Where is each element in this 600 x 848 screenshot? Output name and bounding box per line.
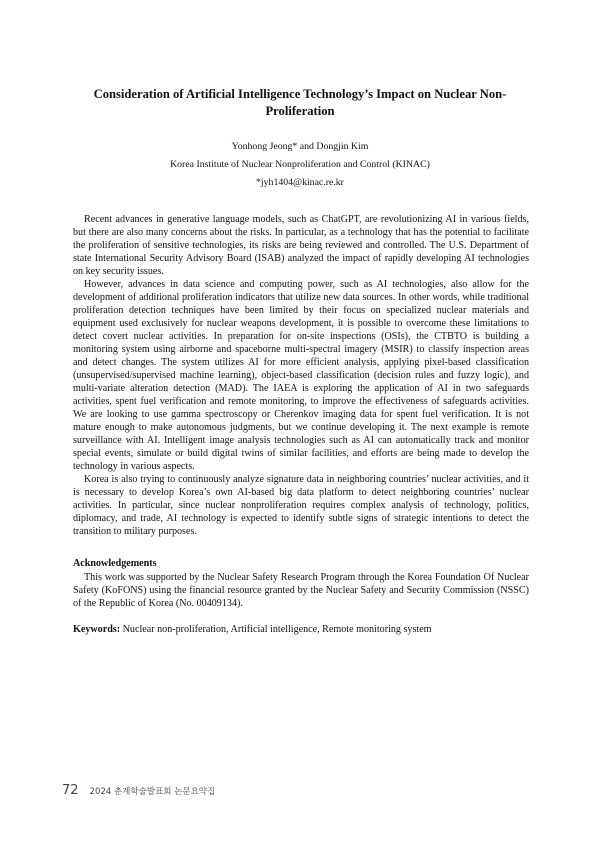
author-email: *jyh1404@kinac.re.kr — [256, 177, 344, 188]
conference-name: 2024 춘계학술발표회 논문요약집 — [89, 787, 216, 797]
page-number: 72 — [62, 783, 79, 798]
keywords-label: Keywords: — [73, 624, 121, 635]
author-names: Yonhong Jeong* and Dongjin Kim — [231, 141, 369, 152]
acknowledgements-heading: Acknowledgements — [73, 558, 157, 569]
paper-title: Consideration of Artificial Intelligence Technology’s Impact on Nuclear Non-Proliferation — [93, 87, 507, 118]
paragraph-3: Korea is also trying to continuously analyze signature data in neighboring countries’ nuclear activities, and it is necessary to develop Korea’s own AI-based big data platform to detect neighboring countries’ nuclear activities. In particular, since nuclear nonproliferation requires complex analysis of technology, politics, diplomacy, and trade, AI technology is expected to identify subtle signs of strategic intentions to detect the transition to military purposes. — [73, 474, 529, 537]
paragraph-1: Recent advances in generative language models, such as ChatGPT, are revolutionizing AI in various fields, but there are also many concerns about the risks. In particular, as a technology that has the potential to facilitate the proliferation of sensitive technologies, its risks are being reviewed and controlled. The U.S. Department of state International Security Advisory Board (ISAB) analyzed the impact of rapidly developing AI technologies on key security issues. — [73, 214, 529, 277]
affiliation: Korea Institute of Nuclear Nonproliferation and Control (KINAC) — [170, 159, 430, 170]
paragraph-2: However, advances in data science and computing power, such as AI technologies, also allow for the development of additional proliferation indicators that utilize new data sources. In other words, while traditional proliferation detection techniques have been limited by their focus on specialized nuclear materials and equipment used exclusively for nuclear weapons development, it is possible to overcome these limitations to detect covert nuclear activities. In preparation for on-site inspections (OSIs), the CTBTO is building a monitoring system using airborne and spaceborne multi-spectral imagery (MSIR) to classify inspection areas and detect changes. The system utilizes AI for more efficient analysis, applying pixel-based classification (unsupervised/supervised machine learning), object-based classification (decision rules and fuzzy logic), and multi-variate alteration detection (MAD). The IAEA is exploring the application of AI in two safeguards activities, spent fuel verification and remote monitoring, to improve the effectiveness of safeguards activities. We are looking to use gamma spectroscopy or Cherenkov imaging data for spent fuel verification. It is not mature enough to make autonomous judgments, but we continue developing it. The next example is remote surveillance with AI. Intelligent image analysis technologies such as AI can automatically track and monitor special events, simulate or build digital twins of similar facilities, and efforts are being made to develop the technology in various aspects. — [73, 279, 529, 472]
keywords-text: Nuclear non-proliferation, Artificial intelligence, Remote monitoring system — [120, 624, 432, 635]
keywords-line — [73, 624, 529, 635]
abstract-body — [73, 213, 529, 538]
acknowledgements-text: This work was supported by the Nuclear Safety Research Program through the Korea Foundation Of Nuclear Safety (KoFONS) using the financial resource granted by the Nuclear Safety and Security Commission (NSSC) of the Republic of Korea (No. 00409134). — [73, 572, 529, 609]
page-footer — [62, 779, 215, 798]
